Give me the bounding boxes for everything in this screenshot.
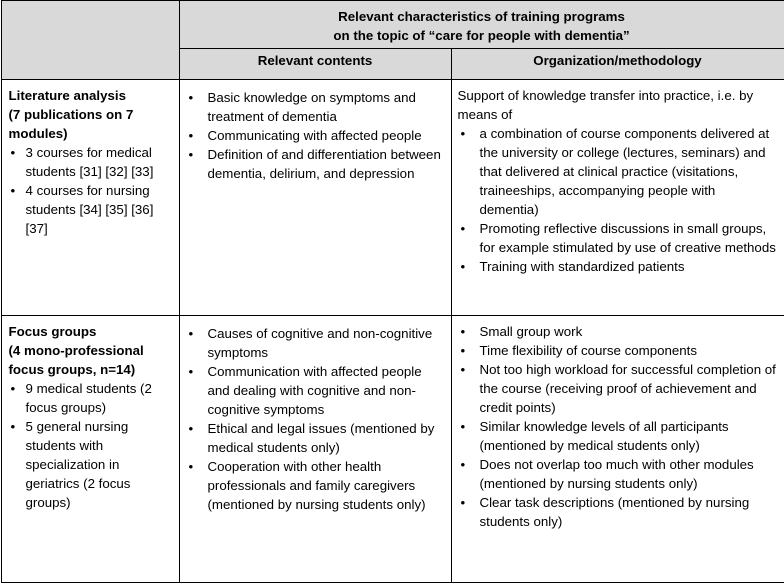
- list-item: • Communicating with affected people: [186, 126, 445, 145]
- contents-list: [186, 88, 445, 183]
- list-item: • Cooperation with other health professionals and family caregivers (mentioned by nursing students only): [186, 457, 445, 514]
- list-item: • Small group work: [458, 322, 778, 341]
- row-title-line: Literature analysis: [9, 86, 175, 105]
- methodology-intro: Support of knowledge transfer into practice, i.e. by means of: [458, 86, 778, 124]
- row-title-line: Focus groups: [9, 322, 175, 341]
- methodology-cell: [451, 80, 784, 316]
- contents-cell: [179, 316, 451, 583]
- contents-cell: [179, 80, 451, 316]
- row-label-cell: [1, 316, 179, 583]
- row-title-line: focus groups, n=14): [9, 360, 175, 379]
- list-item: • Basic knowledge on symptoms and treatment of dementia: [186, 88, 445, 126]
- list-item: • 4 courses for nursing students [34] [35] [36] [37]: [9, 181, 175, 238]
- row-title-line: modules): [9, 124, 175, 143]
- methodology-cell: [451, 316, 784, 583]
- methodology-list: [458, 124, 778, 276]
- list-item: • Does not overlap too much with other modules (mentioned by nursing students only): [458, 455, 778, 493]
- list-item: • Clear task descriptions (mentioned by nursing students only): [458, 493, 778, 531]
- row-title-line: (7 publications on 7: [9, 105, 175, 124]
- list-item: • 5 general nursing students with specialization in geriatrics (2 focus groups): [9, 417, 175, 512]
- contents-list: [186, 324, 445, 514]
- row-title-line: (4 mono-professional: [9, 341, 175, 360]
- column-header-methodology: Organization/methodology: [451, 49, 784, 80]
- column-header-contents: Relevant contents: [179, 49, 451, 80]
- list-item: • 3 courses for medical students [31] [32] [33]: [9, 143, 175, 181]
- row-sub-list: [9, 143, 175, 238]
- list-item: • Training with standardized patients: [458, 257, 778, 276]
- list-item: • Promoting reflective discussions in small groups, for example stimulated by use of creative methods: [458, 219, 778, 257]
- list-item: • a combination of course components delivered at the university or college (lectures, seminars) and that delivered at clinical practice (visitations, traineeships, accompanying people with dementia): [458, 124, 778, 219]
- table-main-header: [179, 1, 784, 49]
- empty-header-cell: [1, 1, 179, 80]
- list-item: • Similar knowledge levels of all participants (mentioned by medical students only): [458, 417, 778, 455]
- row-title: [9, 86, 175, 143]
- header-title-line-2: on the topic of “care for people with dementia”: [184, 26, 780, 45]
- characteristics-table: [1, 0, 784, 583]
- table-row: [1, 80, 784, 316]
- header-title-line-1: Relevant characteristics of training programs: [184, 7, 780, 26]
- list-item: • Not too high workload for successful completion of the course (receiving proof of achievement and credit points): [458, 360, 778, 417]
- row-sub-list: [9, 379, 175, 512]
- row-label-cell: [1, 80, 179, 316]
- row-title: [9, 322, 175, 379]
- methodology-list: [458, 322, 778, 531]
- table-row: [1, 316, 784, 583]
- list-item: • 9 medical students (2 focus groups): [9, 379, 175, 417]
- list-item: • Communication with affected people and dealing with cognitive and non-cognitive symptoms: [186, 362, 445, 419]
- list-item: • Time flexibility of course components: [458, 341, 778, 360]
- list-item: • Ethical and legal issues (mentioned by medical students only): [186, 419, 445, 457]
- list-item: • Causes of cognitive and non-cognitive symptoms: [186, 324, 445, 362]
- list-item: • Definition of and differentiation between dementia, delirium, and depression: [186, 145, 445, 183]
